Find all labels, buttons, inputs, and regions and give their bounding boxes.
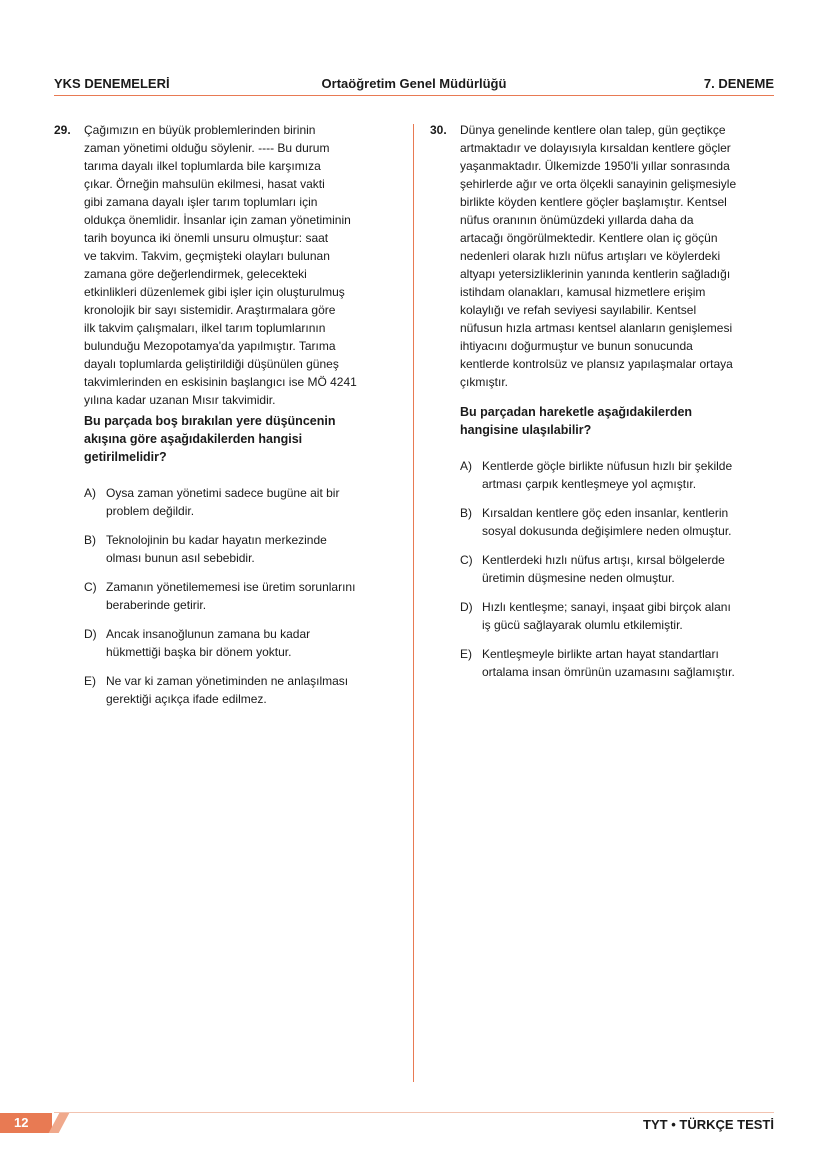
option-a[interactable]	[84, 484, 394, 520]
option-text: Hızlı kentleşme; sanayi, inşaat gibi birçok alanı	[482, 600, 731, 614]
page-number: 12	[14, 1115, 29, 1130]
option-text: gerektiği açıkça ifade edilmez.	[106, 692, 267, 706]
passage-line: Çağımızın en büyük problemlerinden birinin	[84, 123, 316, 137]
option-text: Ancak insanoğlunun zamana bu kadar	[106, 627, 311, 641]
option-text: ortalama insan ömrünün uzamasını sağlamıştır.	[482, 665, 735, 679]
option-letter: E)	[460, 647, 472, 661]
passage-line: ilk takvim çalışmaları, ilkel tarım toplumlarının	[84, 321, 326, 335]
question-29	[54, 121, 394, 719]
passage-line: etkinlikleri düzenlemek gibi işler için oluşturulmuş	[84, 285, 345, 299]
option-text: Kentlerde göçle birlikte nüfusun hızlı bir şekilde	[482, 459, 733, 473]
option-text: iş gücü sağlayarak olumlu etkilemiştir.	[482, 618, 683, 632]
passage-line: takvimlerinden en eskisinin başlangıcı ise MÖ 4241	[84, 375, 357, 389]
option-c[interactable]	[84, 578, 394, 614]
question-line: getirilmelidir?	[84, 450, 167, 464]
option-c[interactable]	[460, 551, 775, 587]
passage-line: zaman yönetimi olduğu söylenir. ---- Bu durum	[84, 141, 330, 155]
question-stem	[460, 403, 775, 439]
answer-options	[84, 484, 394, 708]
question-line: akışına göre aşağıdakilerden hangisi	[84, 432, 303, 446]
passage-line: nüfus oranının önümüzdeki yıllarda daha da	[460, 213, 694, 227]
header-divider	[54, 95, 774, 96]
passage-line: gibi zamana dayalı işler tarım toplumları için	[84, 195, 318, 209]
option-text: Kentlerdeki hızlı nüfus artışı, kırsal bölgelerde	[482, 553, 725, 567]
passage-line: yaşanmaktadır. Ülkemizde 1950'li yıllar sonrasında	[460, 159, 730, 173]
option-text: problem değildir.	[106, 504, 195, 518]
exam-series-title: YKS DENEMELERİ	[54, 76, 170, 91]
option-text: artması çarpık kentleşmeye yol açmıştır.	[482, 477, 697, 491]
option-letter: B)	[84, 533, 96, 547]
ministry-title: Ortaöğretim Genel Müdürlüğü	[321, 76, 507, 91]
passage-line: ve takvim. Takvim, geçmişteki olayları bulunan	[84, 249, 330, 263]
passage-line: birlikte köyden kentlere göçler başlamıştır. Kentsel	[460, 195, 727, 209]
passage-line: artacağı öngörülmektedir. Kentlere olan iç göçün	[460, 231, 718, 245]
passage-line: şehirlerde ağır ve orta ölçekli sanayinin gelişmesiyle	[460, 177, 737, 191]
column-divider	[413, 124, 414, 1082]
passage-line: nedenleri olarak hızlı nüfus artışları ve köylerdeki	[460, 249, 721, 263]
option-text: Ne var ki zaman yönetiminden ne anlaşılması	[106, 674, 349, 688]
option-text: Zamanın yönetilememesi ise üretim sorunlarını	[106, 580, 356, 594]
option-letter: E)	[84, 674, 96, 688]
answer-options	[460, 457, 775, 681]
option-b[interactable]	[460, 504, 775, 540]
page-header	[54, 74, 774, 94]
option-letter: C)	[84, 580, 97, 594]
passage-line: kronolojik bir sayı sistemidir. Araştırmalara göre	[84, 303, 336, 317]
footer-divider	[54, 1112, 774, 1113]
passage-line: bulunduğu Mezopotamya'da yapılmıştır. Tarıma	[84, 339, 336, 353]
passage-line: oldukça önemlidir. İnsanlar için zaman yönetiminin	[84, 213, 351, 227]
passage-line: kolaylığı ve refah seviyesi sayılabilir. Kentsel	[460, 303, 697, 317]
passage-line: artmaktadır ve dolayısıyla kırsaldan kentlere göçler	[460, 141, 731, 155]
passage-line: ihtiyacını doğurmuştur ve bunun sonucunda	[460, 339, 693, 353]
passage-line: tarıma dayalı ilkel toplumlarda bile karşımıza	[84, 159, 321, 173]
option-text: sosyal dokusunda değişimlere neden olmuştur.	[482, 524, 732, 538]
passage-line: çıkar. Örneğin mahsulün ekilmesi, hasat vakti	[84, 177, 325, 191]
option-text: Teknolojinin bu kadar hayatın merkezinde	[106, 533, 327, 547]
option-a[interactable]	[460, 457, 775, 493]
passage-line: kentlerde kontrolsüz ve plansız yapılaşmalar ortaya	[460, 357, 733, 371]
passage	[460, 121, 775, 391]
option-text: Oysa zaman yönetimi sadece bugüne ait bir	[106, 486, 340, 500]
passage-line: zamana göre değerlendirmek, gelecekteki	[84, 267, 307, 281]
option-b[interactable]	[84, 531, 394, 567]
passage-line: istihdam olanakları, kamusal hizmetlere erişim	[460, 285, 706, 299]
test-name: TYT • TÜRKÇE TESTİ	[643, 1117, 774, 1132]
option-letter: D)	[460, 600, 473, 614]
passage-line: Dünya genelinde kentlere olan talep, gün geçtikçe	[460, 123, 726, 137]
question-stem	[84, 412, 394, 466]
page-number-badge	[0, 1113, 52, 1133]
passage	[84, 121, 394, 409]
option-text: Kırsaldan kentlere göç eden insanlar, kentlerin	[482, 506, 729, 520]
passage-line: çıkmıştır.	[460, 375, 508, 389]
passage-line: yılına kadar uzanan Mısır takvimidir.	[84, 393, 276, 407]
option-letter: B)	[460, 506, 472, 520]
question-line: Bu parçadan hareketle aşağıdakilerden	[460, 405, 693, 419]
passage-line: dayalı toplumlarda geliştirildiği düşünülen güneş	[84, 357, 339, 371]
option-e[interactable]	[460, 645, 775, 681]
option-letter: C)	[460, 553, 473, 567]
passage-line: altyapı yetersizliklerinin yanında kentlerin sağladığı	[460, 267, 731, 281]
question-30	[430, 121, 775, 692]
exam-number: 7. DENEME	[703, 76, 774, 91]
question-number: 29.	[54, 123, 71, 137]
option-text: olması bunun asıl sebebidir.	[106, 551, 255, 565]
option-d[interactable]	[460, 598, 775, 634]
option-letter: D)	[84, 627, 97, 641]
option-text: üretimin düşmesine neden olmuştur.	[482, 571, 675, 585]
option-text: Kentleşmeyle birlikte artan hayat standartları	[482, 647, 719, 661]
option-e[interactable]	[84, 672, 394, 708]
option-d[interactable]	[84, 625, 394, 661]
question-number: 30.	[430, 123, 447, 137]
option-text: hükmettiği başka bir dönem yoktur.	[106, 645, 292, 659]
option-text: beraberinde getirir.	[106, 598, 207, 612]
question-line: Bu parçada boş bırakılan yere düşüncenin	[84, 414, 336, 428]
passage-line: tarih boyunca iki önemli unsuru olmuştur: saat	[84, 231, 329, 245]
question-line: hangisine ulaşılabilir?	[460, 423, 592, 437]
option-letter: A)	[84, 486, 96, 500]
option-letter: A)	[460, 459, 472, 473]
passage-line: nüfusun hızla artması kentsel alanların genişlemesi	[460, 321, 733, 335]
